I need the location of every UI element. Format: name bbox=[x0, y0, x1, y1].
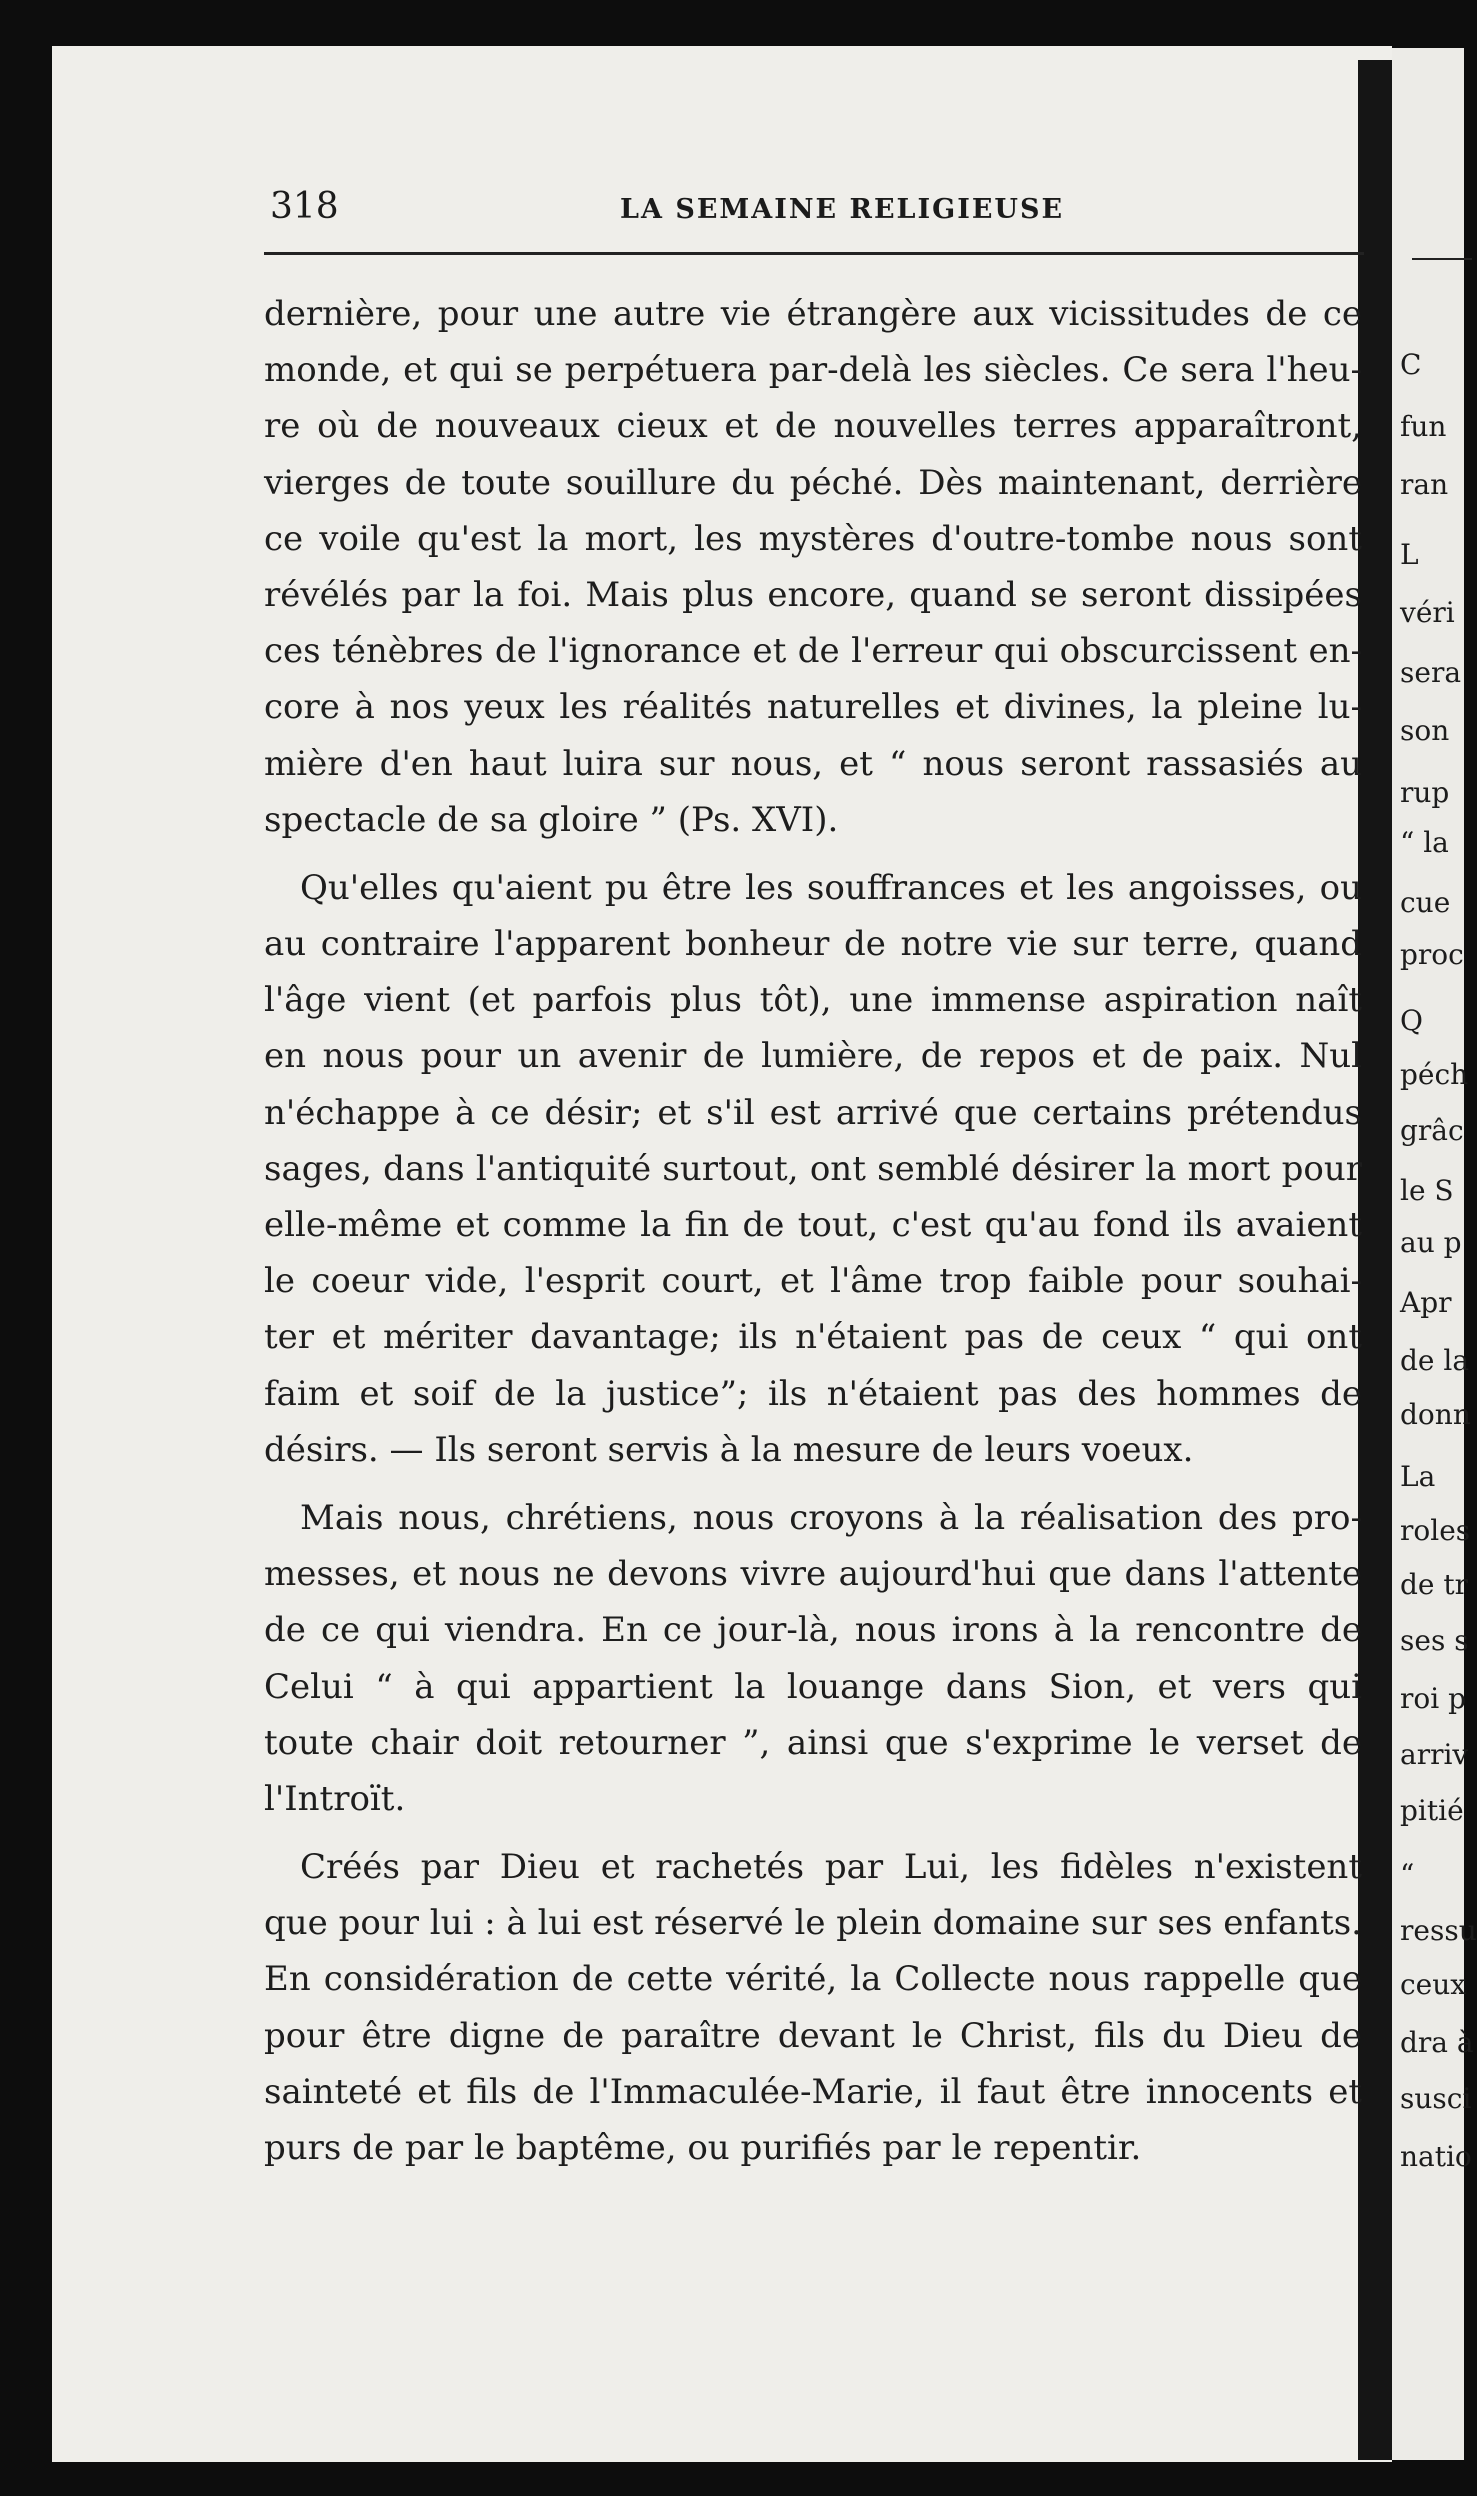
body-text bbox=[264, 286, 1362, 2176]
adjacent-page-fragment: sera bbox=[1400, 656, 1462, 689]
text-line: faim et soif de la justice”; ils n'étaient pas des hommes de bbox=[264, 1373, 1362, 1414]
text-line: Mais nous, chrétiens, nous croyons à la réalisation des pro- bbox=[300, 1497, 1362, 1538]
adjacent-page-fragment: ressu bbox=[1400, 1914, 1477, 1947]
adjacent-page-fragment: ceux bbox=[1400, 1968, 1467, 2001]
adjacent-page-fragment: ses s bbox=[1400, 1624, 1469, 1657]
adjacent-page-rule bbox=[1412, 258, 1472, 260]
text-line: monde, et qui se perpétuera par-delà les siècles. Ce sera l'heu- bbox=[264, 350, 1362, 391]
adjacent-page-fragment: susci bbox=[1400, 2082, 1472, 2115]
text-line: sainteté et fils de l'Immaculée-Marie, il faut être innocents et bbox=[264, 2071, 1362, 2112]
paragraph bbox=[264, 860, 1362, 1478]
adjacent-page-fragment: péch bbox=[1400, 1058, 1469, 1091]
paragraph-gap bbox=[264, 1827, 1362, 1839]
paragraph-gap bbox=[264, 848, 1362, 860]
text-line: sages, dans l'antiquité surtout, ont semblé désirer la mort pour bbox=[264, 1148, 1362, 1189]
adjacent-page-fragment: son bbox=[1400, 714, 1450, 747]
paragraph-gap bbox=[264, 1478, 1362, 1490]
adjacent-page-fragment: La bbox=[1400, 1460, 1436, 1493]
text-line: ter et mériter davantage; ils n'étaient pas de ceux “ qui ont bbox=[264, 1317, 1362, 1358]
adjacent-page-fragment: roi p bbox=[1400, 1682, 1467, 1715]
adjacent-page-fragment: au p bbox=[1400, 1226, 1462, 1259]
text-line: révélés par la foi. Mais plus encore, quand se seront dissipées bbox=[264, 574, 1362, 615]
adjacent-page-fragment: “ bbox=[1400, 1858, 1415, 1891]
adjacent-page-fragment: dra à bbox=[1400, 2026, 1474, 2059]
text-line: spectacle de sa gloire ” (Ps. XVI). bbox=[264, 799, 839, 840]
paragraph bbox=[264, 286, 1362, 848]
text-line: Qu'elles qu'aient pu être les souffrances et les angoisses, ou bbox=[300, 867, 1362, 908]
adjacent-page-fragment: L bbox=[1400, 538, 1419, 571]
adjacent-page-fragment: de la bbox=[1400, 1344, 1470, 1377]
paragraph bbox=[264, 1490, 1362, 1827]
adjacent-page-fragment: le S bbox=[1400, 1174, 1454, 1207]
text-line: core à nos yeux les réalités naturelles et divines, la pleine lu- bbox=[264, 687, 1362, 728]
adjacent-page-fragment: pitié bbox=[1400, 1794, 1464, 1827]
text-line: vierges de toute souillure du péché. Dès maintenant, derrière bbox=[264, 462, 1362, 503]
adjacent-page-fragment: rup bbox=[1400, 776, 1450, 809]
text-line: purs de par le baptême, ou purifiés par le repentir. bbox=[264, 2128, 1142, 2168]
adjacent-page-fragment: proc bbox=[1400, 938, 1464, 971]
text-line: messes, et nous ne devons vivre aujourd'hui que dans l'attente bbox=[264, 1554, 1362, 1595]
text-line: le coeur vide, l'esprit court, et l'âme trop faible pour souhai- bbox=[264, 1261, 1362, 1302]
journal-title: LA SEMAINE RELIGIEUSE bbox=[620, 194, 1065, 225]
adjacent-page-fragment: fun bbox=[1400, 410, 1447, 443]
running-head bbox=[210, 186, 1364, 230]
text-line: l'Introït. bbox=[264, 1778, 406, 1819]
text-line: Créés par Dieu et rachetés par Lui, les fidèles n'existent bbox=[300, 1847, 1362, 1888]
text-line: n'échappe à ce désir; et s'il est arrivé que certains prétendus bbox=[264, 1092, 1362, 1133]
adjacent-page-fragment: Apr bbox=[1400, 1286, 1452, 1319]
text-line: dernière, pour une autre vie étrangère aux vicissitudes de ce bbox=[264, 294, 1362, 334]
adjacent-page-fragment: roles bbox=[1400, 1514, 1471, 1547]
text-line: l'âge vient (et parfois plus tôt), une immense aspiration naît bbox=[264, 980, 1362, 1021]
text-line: re où de nouveaux cieux et de nouvelles terres apparaîtront, bbox=[264, 406, 1362, 447]
adjacent-page-fragment: véri bbox=[1400, 596, 1455, 629]
header-rule bbox=[264, 252, 1364, 255]
adjacent-page-fragment: cue bbox=[1400, 886, 1451, 919]
text-line: mière d'en haut luira sur nous, et “ nous seront rassasiés au bbox=[264, 743, 1362, 784]
adjacent-page-fragment: C bbox=[1400, 348, 1422, 381]
text-line: elle-même et comme la fin de tout, c'est qu'au fond ils avaient bbox=[264, 1205, 1362, 1245]
text-line: ces ténèbres de l'ignorance et de l'erreur qui obscurcissent en- bbox=[264, 631, 1362, 672]
text-line: ce voile qu'est la mort, les mystères d'outre-tombe nous sont bbox=[264, 518, 1362, 559]
text-line: toute chair doit retourner ”, ainsi que s'exprime le verset de bbox=[264, 1722, 1362, 1763]
page-number: 318 bbox=[270, 186, 339, 227]
adjacent-page-fragment: donn bbox=[1400, 1398, 1471, 1431]
text-line: pour être digne de paraître devant le Christ, fils du Dieu de bbox=[264, 2015, 1362, 2056]
adjacent-page-fragment: de tr bbox=[1400, 1568, 1469, 1601]
adjacent-page-fragment: Q bbox=[1400, 1004, 1423, 1037]
adjacent-page-fragment: ran bbox=[1400, 468, 1449, 501]
adjacent-page-edge bbox=[1392, 48, 1477, 2460]
adjacent-page-fragment: natio bbox=[1400, 2140, 1472, 2173]
text-line: au contraire l'apparent bonheur de notre vie sur terre, quand bbox=[264, 924, 1362, 965]
text-line: que pour lui : à lui est réservé le plein domaine sur ses enfants. bbox=[264, 1903, 1362, 1944]
text-line: En considération de cette vérité, la Collecte nous rappelle que bbox=[264, 1959, 1362, 2000]
text-line: de ce qui viendra. En ce jour-là, nous irons à la rencontre de bbox=[264, 1610, 1362, 1651]
adjacent-page-fragment: “ la bbox=[1400, 826, 1449, 859]
text-line: en nous pour un avenir de lumière, de repos et de paix. Nul bbox=[264, 1036, 1362, 1077]
page-gutter bbox=[1358, 60, 1392, 2460]
paragraph bbox=[264, 1839, 1362, 2176]
adjacent-page-fragment: grâc bbox=[1400, 1114, 1464, 1147]
text-line: désirs. — Ils seront servis à la mesure de leurs voeux. bbox=[264, 1429, 1194, 1470]
adjacent-page-fragment: arriv bbox=[1400, 1738, 1469, 1771]
text-line: Celui “ à qui appartient la louange dans Sion, et vers qui bbox=[264, 1666, 1362, 1707]
